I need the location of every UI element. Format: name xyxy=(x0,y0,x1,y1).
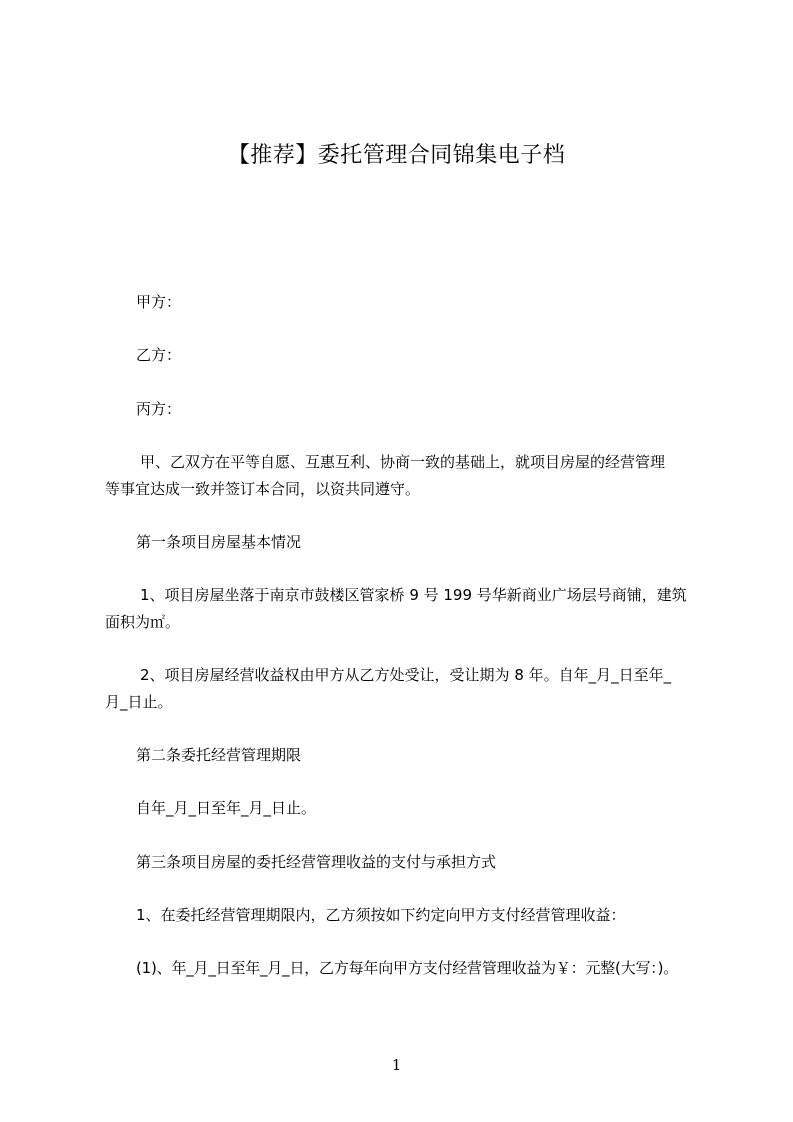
article-3-item-1-sub-1: (1)、年_月_日至年_月_日，乙方每年向甲方支付经营管理收益为￥：元整(大写：)。 xyxy=(136,959,679,977)
page-number: 1 xyxy=(391,1056,402,1074)
article-2-body: 自年_月_日至年_月_日止。 xyxy=(136,799,317,817)
article-3-item-1: 1、在委托经营管理期限内，乙方须按如下约定向甲方支付经营管理收益： xyxy=(136,906,626,924)
article-1-item-2-line-2: 月_日止。 xyxy=(105,693,173,711)
party-c-label: 丙方： xyxy=(136,400,182,418)
article-1-item-2-line-1: 2、项目房屋经营收益权由甲方从乙方处受让，受让期为 8 年。自年_月_日至年_ xyxy=(140,666,672,684)
article-3-heading: 第三条项目房屋的委托经营管理收益的支付与承担方式 xyxy=(136,853,497,871)
article-1-heading: 第一条项目房屋基本情况 xyxy=(136,533,302,551)
party-b-label: 乙方： xyxy=(136,346,182,364)
intro-paragraph-line-1: 甲、乙双方在平等自愿、互惠互利、协商一致的基础上，就项目房屋的经营管理 xyxy=(140,453,666,471)
article-1-item-1-line-1: 1、项目房屋坐落于南京市鼓楼区管家桥 9 号 199 号华新商业广场层号商铺，建筑 xyxy=(140,586,687,604)
article-1-item-1-line-2: 面积为㎡。 xyxy=(105,613,181,631)
article-2-heading: 第二条委托经营管理期限 xyxy=(136,746,302,764)
document-title: 【推荐】委托管理合同锦集电子档 xyxy=(227,143,566,168)
party-a-label: 甲方： xyxy=(136,293,182,311)
intro-paragraph-line-2: 等事宜达成一致并签订本合同，以资共同遵守。 xyxy=(105,480,421,498)
